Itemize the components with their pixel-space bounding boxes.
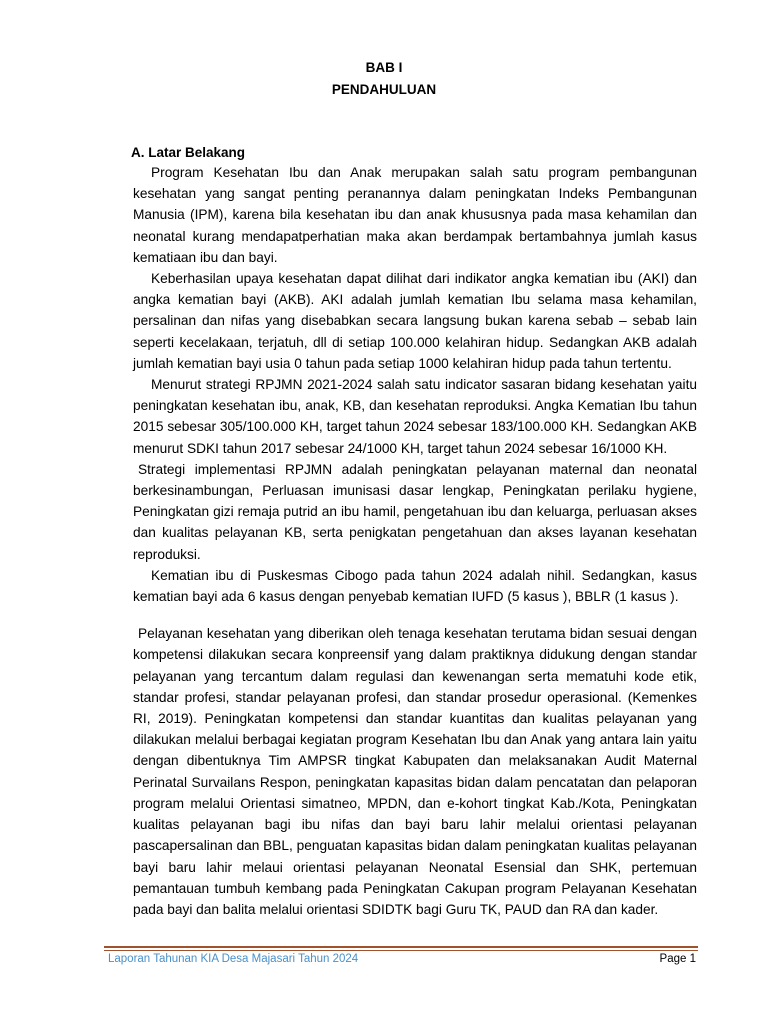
- paragraph-cibogo-cases: Kematian ibu di Puskesmas Cibogo pada tahun 2024 adalah nihil. Sedangkan, kasus kematian bayi ada 6 kasus dengan penyebab kematian IUFD (5 kasus ), BBLR (1 kasus ).: [133, 567, 697, 605]
- footer-divider: [104, 946, 698, 948]
- footer-title: Laporan Tahunan KIA Desa Majasari Tahun 2024: [108, 953, 359, 965]
- page-number: Page 1: [659, 953, 696, 965]
- paragraph-rpjmn-strategy: Strategi implementasi RPJMN adalah peningkatan pelayanan maternal dan neonatal berkesinambungan, Perluasan imunisasi dasar lengkap, Peningkatan perilaku hygiene, Peningkatan gizi remaja putrid an ibu hamil, pengetahuan ibu dan keluarga, perluasan akses dan kualitas pelayanan KB, serta penigkatan pengetahuan dan akses layanan kesehatan reproduksi.: [133, 461, 697, 562]
- chapter-title: PENDAHULUAN: [331, 82, 437, 97]
- paragraph-rpjmn-target: Menurut strategi RPJMN 2021-2024 salah satu indicator sasaran bidang kesehatan yaitu peningkatan kesehatan ibu, anak, KB, dan kesehatan reproduksi. Angka Kematian Ibu tahun 2015 sebesar 305/100.000 KH, target tahun 2024 sebesar 183/100.000 KH. Sedangkan AKB menurut SDKI tahun 2017 sebesar 24/1000 KH, target tahun 2024 sebesar 16/1000 KH.: [133, 377, 697, 456]
- body-text: [133, 162, 697, 920]
- paragraph-aki-akb: Keberhasilan upaya kesehatan dapat dilihat dari indikator angka kematian ibu (AKI) dan angka kematian bayi (AKB). AKI adalah jumlah kematian Ibu selama masa kehamilan, persalinan dan nifas yang disebabkan secara langsung bukan karena sebab – sebab lain seperti kecelakaan, terjatuh, dll di setiap 100.000 kelahiran hidup. Sedangkan AKB adalah jumlah kematian bayi usia 0 tahun pada setiap 1000 kelahiran hidup pada tahun tertentu.: [133, 271, 697, 371]
- paragraph-program-kia: Program Kesehatan Ibu dan Anak merupakan salah satu program pembangunan kesehatan yang sangat penting peranannya dalam peningkatan Indeks Pembangunan Manusia (IPM), karena bila kesehatan ibu dan anak khususnya pada masa kehamilan dan neonatal kurang mendapatperhatian maka akan berdampak bertambahnya jumlah kasus kematiaan ibu dan bayi.: [133, 165, 697, 265]
- chapter-number: BAB I: [365, 60, 403, 75]
- paragraph-pelayanan: Pelayanan kesehatan yang diberikan oleh tenaga kesehatan terutama bidan sesuai dengan kompetensi dilakukan secara konpreensif yang dalam praktiknya didukung dengan standar pelayanan yang tercantum dalam regulasi dan kewenangan serta mematuhi kode etik, standar profesi, standar pelayanan profesi, dan standar prosedur operasional. (Kemenkes RI, 2019). Peningkatan kompetensi dan standar kuantitas dan kualitas pelayanan yang dilakukan melalui berbagai kegiatan program Kesehatan Ibu dan Anak yang antara lain yaitu dengan dibentuknya Tim AMPSR tingkat Kabupaten dan melaksanakan Audit Maternal Perinatal Survailans Respon, peningkatan kapasitas bidan dalam pencatatan dan pelaporan program melalui Orientasi simatneo, MPDN, dan e-kohort tingkat Kab./Kota, Peningkatan kualitas pelayanan bagi ibu nifas dan bayi baru lahir melalui orientasi pelayanan pascapersalinan dan BBL, penguatan kapasitas bidan dalam peningkatan kualitas pelayanan bayi baru lahir melaui orientasi pelayanan Neonatal Esensial dan SHK, pertemuan pemantauan tumbuh kembang pada Peningkatan Cakupan program Pelayanan Kesehatan pada bayi dan balita melalui orientasi SDIDTK bagi Guru TK, PAUD dan RA dan kader.: [133, 626, 697, 917]
- section-heading: A. Latar Belakang: [131, 145, 246, 160]
- footer-divider-thin: [104, 950, 698, 951]
